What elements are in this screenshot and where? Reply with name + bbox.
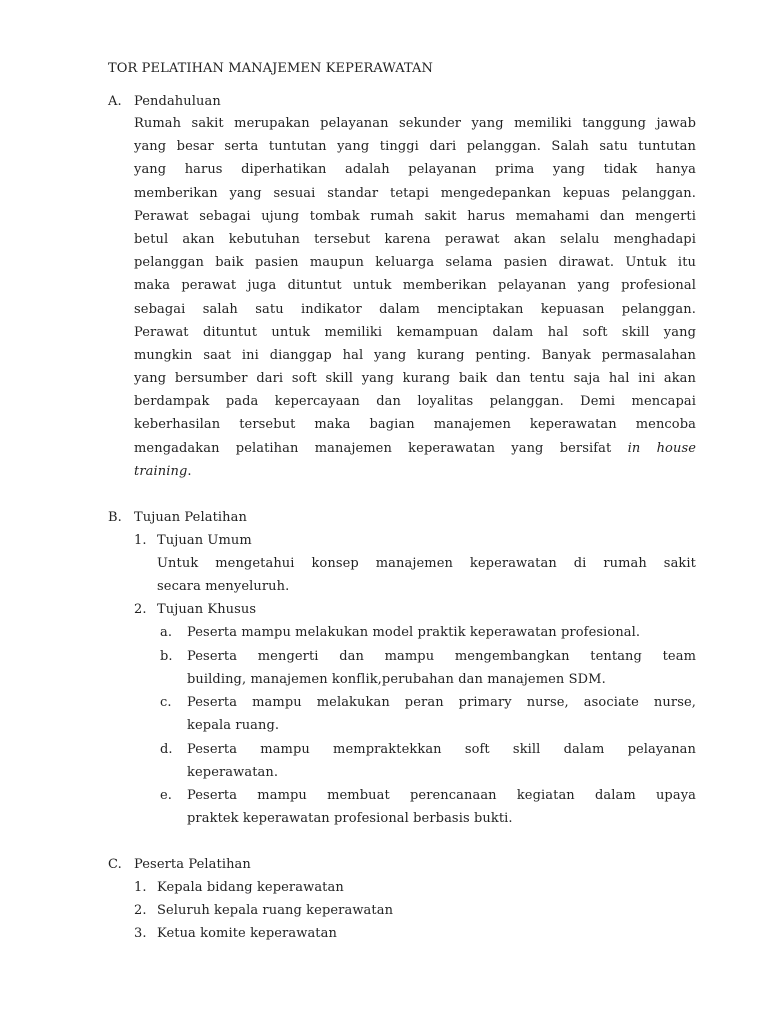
list-item-letter: e. — [160, 788, 173, 803]
list-item — [187, 784, 696, 830]
list-item-line: Peserta mampu membuat perencanaan kegiatan dalam upaya — [187, 788, 696, 803]
paragraph-line: secara menyeluruh. — [157, 579, 290, 595]
italic-term: training — [134, 463, 188, 479]
document-title: TOR PELATIHAN MANAJEMEN KEPERAWATAN — [108, 61, 434, 76]
sub-title-tujuan-khusus: Tujuan Khusus — [157, 602, 257, 617]
list-item-letter: d. — [160, 742, 173, 757]
list-item: Ketua komite keperawatan — [157, 926, 337, 941]
section-a-title: Pendahuluan — [134, 94, 221, 109]
list-number: 3. — [134, 926, 147, 941]
paragraph-line: yang harus diperhatikan adalah pelayanan prima yang tidak hanya — [134, 162, 696, 178]
paragraph-line: yang bersumber dari soft skill yang kurang baik dan tentu saja hal ini akan — [134, 371, 696, 387]
italic-term: in house — [627, 440, 697, 456]
list-number: 2. — [134, 903, 147, 918]
section-c-title: Peserta Pelatihan — [134, 857, 251, 872]
list-item-line: Peserta mampu melakukan model praktik keperawatan profesional. — [187, 625, 641, 640]
paragraph-line: memberikan yang sesuai standar tetapi mengedepankan kepuas pelanggan. — [134, 185, 696, 201]
list-item-line: Peserta mengerti dan mampu mengembangkan tentang team — [187, 649, 696, 664]
section-a-paragraph — [134, 112, 696, 483]
section-a-letter: A. — [108, 94, 122, 109]
paragraph-line — [134, 437, 696, 460]
list-item-line: building, manajemen konflik,perubahan dan manajemen SDM. — [187, 672, 606, 688]
paragraph-line: betul akan kebutuhan tersebut karena perawat akan selalu menghadapi — [134, 231, 696, 247]
list-item — [187, 645, 696, 691]
sub-number: 1. — [134, 533, 147, 548]
sub-title-tujuan-umum: Tujuan Umum — [157, 533, 252, 548]
list-item — [187, 738, 696, 784]
paragraph-line: Rumah sakit merupakan pelayanan sekunder yang memiliki tanggung jawab — [134, 116, 696, 131]
list-item-letter: c. — [160, 695, 172, 710]
list-item — [187, 691, 696, 737]
list-item-line: keperawatan. — [187, 765, 279, 781]
list-item-line: Peserta mampu mempraktekkan soft skill dalam pelayanan — [187, 742, 696, 757]
list-item-line: Peserta mampu melakukan peran primary nurse, asociate nurse, — [187, 695, 696, 710]
paragraph-line: keberhasilan tersebut maka bagian manajemen keperawatan mencoba — [134, 417, 696, 433]
paragraph-line: berdampak pada kepercayaan dan loyalitas pelanggan. Demi mencapai — [134, 394, 696, 410]
list-number: 1. — [134, 880, 147, 895]
list-item-letter: b. — [160, 649, 173, 664]
paragraph-line — [134, 460, 696, 483]
paragraph-line: Untuk mengetahui konsep manajemen keperawatan di rumah sakit — [157, 556, 696, 571]
section-b-letter: B. — [108, 510, 122, 525]
list-item-line: kepala ruang. — [187, 718, 280, 734]
paragraph-line: maka perawat juga dituntut untuk memberikan pelayanan yang profesional — [134, 278, 696, 294]
tujuan-umum-paragraph — [157, 552, 696, 598]
sub-number: 2. — [134, 602, 147, 617]
section-b-title: Tujuan Pelatihan — [134, 510, 247, 525]
section-c-letter: C. — [108, 857, 122, 872]
list-item: Seluruh kepala ruang keperawatan — [157, 903, 394, 918]
period: . — [187, 463, 192, 479]
paragraph-line: sebagai salah satu indikator dalam menciptakan kepuasan pelanggan. — [134, 301, 696, 317]
list-item: Kepala bidang keperawatan — [157, 880, 344, 895]
paragraph-line-text: mengadakan pelatihan manajemen keperawatan yang bersifat — [134, 440, 612, 456]
paragraph-line: yang besar serta tuntutan yang tinggi dari pelanggan. Salah satu tuntutan — [134, 139, 696, 155]
paragraph-line: mungkin saat ini dianggap hal yang kurang penting. Banyak permasalahan — [134, 347, 696, 363]
list-item-letter: a. — [160, 625, 173, 640]
list-item-line: praktek keperawatan profesional berbasis bukti. — [187, 811, 513, 827]
paragraph-line: Perawat dituntut untuk memiliki kemampuan dalam hal soft skill yang — [134, 324, 696, 340]
paragraph-line: Perawat sebagai ujung tombak rumah sakit harus memahami dan mengerti — [134, 208, 696, 224]
paragraph-line: pelanggan baik pasien maupun keluarga selama pasien dirawat. Untuk itu — [134, 255, 696, 271]
list-item — [187, 621, 696, 644]
